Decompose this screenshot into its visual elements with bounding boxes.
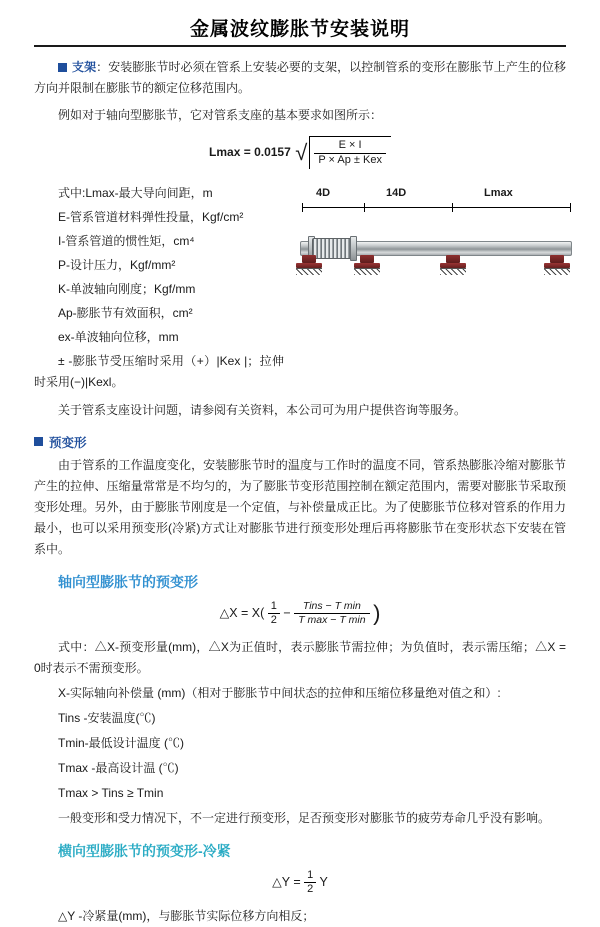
dimension-segment-4d <box>302 207 364 208</box>
page-title: 金属波纹膨胀节安装说明 <box>189 19 410 40</box>
section-bracket-intro: 安装膨胀节时必须在管系上安装必要的支架，以控制管系的变形在膨胀节上产生的位移方向并限制在膨胀节的额定位移范围内。 <box>34 60 566 95</box>
axial-formula-minus: − <box>283 605 291 620</box>
half-numerator: 1 <box>304 869 316 883</box>
section-predeform-label: 预变形 <box>49 435 87 450</box>
dimension-segment-14d <box>364 207 452 208</box>
lateral-formula-rhs: Y <box>319 874 328 889</box>
lateral-formula-half <box>304 869 316 896</box>
lmax-formula-radicand <box>309 136 391 169</box>
temp-fraction-denominator: T max − T min <box>298 613 366 626</box>
lmax-formula <box>34 136 566 169</box>
subsection-lateral-heading: 横向型膨胀节的预变形-冷紧 <box>58 842 231 859</box>
title-divider <box>34 45 566 47</box>
pipe-support-guide <box>354 255 380 273</box>
section-bracket-example: 例如对于轴向型膨胀节，它对管系支座的基本要求如图所示： <box>58 108 383 122</box>
dimension-tick <box>570 203 571 212</box>
diagram-label-4d: 4D <box>316 186 331 199</box>
diagram-label-lmax: Lmax <box>484 186 513 199</box>
axial-formula-rhs: ) <box>373 600 381 626</box>
half-denominator: 2 <box>270 613 277 626</box>
pipe-assembly-illustration <box>294 215 576 285</box>
lmax-formula-lhs: Lmax = 0.0157 <box>209 145 291 160</box>
document-page <box>0 14 600 924</box>
axial-note: Tins -安装温度(℃) <box>58 710 156 725</box>
section-bracket-heading: 支架：安装膨胀节时必须在管系上安装必要的支架，以控制管系的变形在膨胀节上产生的位移方向并限制在膨胀节的额定位移范围内。 <box>34 60 566 95</box>
subsection-axial-heading: 轴向型膨胀节的预变形 <box>58 573 198 590</box>
axial-note: Tmax > Tins ≥ Tmin <box>58 785 164 800</box>
temp-fraction-numerator: Tins − T min <box>294 600 369 614</box>
pipe-support-anchor <box>296 255 322 273</box>
lmax-formula-numerator: E × I <box>314 139 386 154</box>
diagram-column <box>294 179 576 297</box>
document-content <box>0 57 600 927</box>
section-predeform-heading <box>34 433 566 451</box>
formula-legend-list <box>34 183 284 396</box>
lateral-predeform-formula <box>34 869 566 896</box>
diagram-dimension-labels <box>294 187 576 203</box>
axial-formula-temp-fraction <box>294 600 369 627</box>
lateral-note: △Y -冷紧量(mm)，与膨胀节实际位移方向相反； <box>58 909 315 924</box>
half-numerator: 1 <box>268 600 280 614</box>
diagram-label-14d: 14D <box>386 186 407 199</box>
legend-item: E-管系管道材料弹性投量，Kgf/cm² <box>58 209 244 224</box>
lateral-formula-lhs: △Y = <box>272 874 301 889</box>
legend-item: P-设计压力，Kgf/mm² <box>58 257 176 272</box>
legend-item: I-管系管道的惯性矩，cm⁴ <box>58 233 195 248</box>
legend-and-diagram-row <box>34 179 566 400</box>
blue-square-bullet-icon <box>58 63 67 72</box>
pipe-support-guide <box>440 255 466 273</box>
legend-item: Ap-膨胀节有效面积，cm² <box>58 305 193 320</box>
axial-predeform-formula <box>34 600 566 627</box>
legend-item: ± -膨胀节受压缩时采用（+）|Kex |；拉伸时采用(−)|Kexl。 <box>34 353 284 389</box>
axial-note: X-实际轴向补偿量 (mm)（相对于膨胀节中间状态的拉伸和压缩位移量绝对值之和）: <box>58 685 501 700</box>
axial-note: 一般变形和受力情况下，不一定进行预变形，足否预变形对膨胀节的疲劳寿命几乎没有影响。 <box>58 810 551 825</box>
legend-item: K-单波轴向刚度；Kgf/mm <box>58 281 196 296</box>
axial-note: 式中：△X-预变形量(mm)，△X为正值时，表示膨胀节需拉伸；为负值时，表示需压缩；△X = 0时表示不需预变形。 <box>34 639 566 675</box>
legend-item: ex-单波轴向位移，mm <box>58 329 179 344</box>
section-bracket-closing: 关于管系支座设计问题，请参阅有关资料，本公司可为用户提供咨询等服务。 <box>58 402 467 417</box>
axial-formula-lhs: △X = X( <box>219 605 265 620</box>
diagram-dimension-lines <box>294 203 576 213</box>
section-bracket-label: 支架 <box>72 60 97 74</box>
axial-expansion-joint-pipe-support-diagram <box>294 187 576 297</box>
axial-formula-half <box>268 600 280 627</box>
axial-note: Tmin-最低设计温度 (℃) <box>58 735 184 750</box>
dimension-segment-lmax <box>452 207 570 208</box>
sqrt-icon: √ <box>295 140 308 166</box>
legend-item: 式中:Lmax-最大导向间距，m <box>58 185 213 200</box>
lmax-formula-denominator: P × Ap ± Kex <box>318 153 382 166</box>
lateral-predeform-notes <box>34 906 566 927</box>
section-predeform-paragraph: 由于管系的工作温度变化，安装膨胀节时的温度与工作时的温度不同，管系热膨胀冷缩对膨胀节产生的拉伸、压缩量常常是不均匀的，为了膨胀节变形范围控制在额定范围内，需要对膨胀节采取预变形处理。另外，由于膨胀节刚度是一个定值，与补偿量成正比。为了使膨胀节位移对管系的作用力最小，也可以采用预变形(冷紧)方式让对膨胀节进行预变形处理后再将膨胀节在变形状态下安装在管系中。 <box>34 457 566 556</box>
pipe-support-anchor <box>544 255 570 273</box>
half-denominator: 2 <box>307 883 314 896</box>
blue-square-bullet-icon <box>34 437 43 446</box>
axial-predeform-notes <box>34 637 566 829</box>
axial-note: Tmax -最高设计温 (℃) <box>58 760 179 775</box>
